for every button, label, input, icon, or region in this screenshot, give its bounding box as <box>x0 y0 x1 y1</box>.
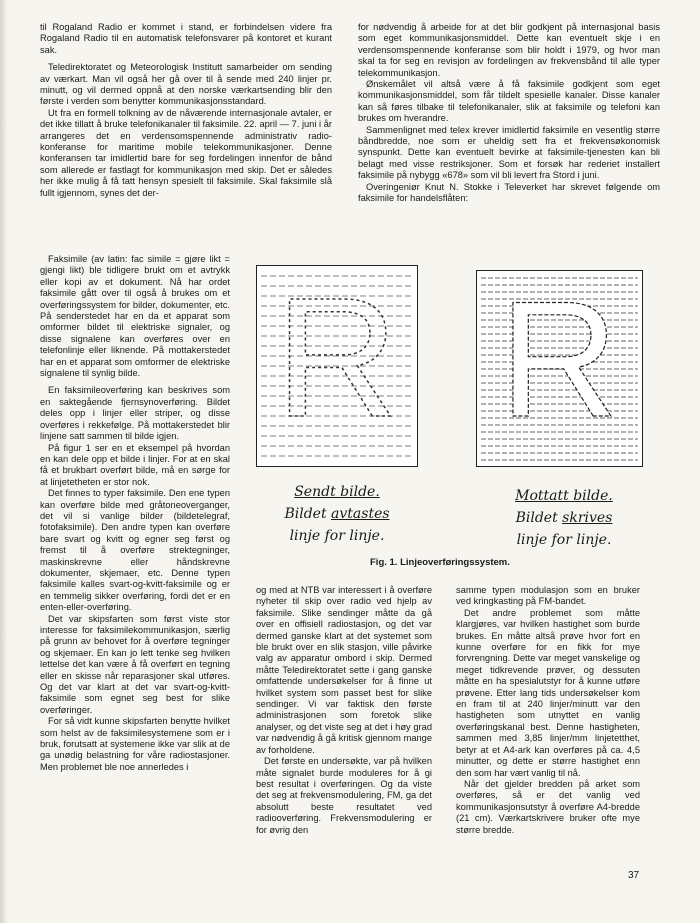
page-number: 37 <box>628 870 640 881</box>
top-left-column <box>40 22 332 199</box>
paragraph: Det var skipsfarten som først viste stor interesse for faksimilekommunikasjon, særlig på grunn av behovet for å overføre tegninger og skjemaer. En kan jo lett tenke seg hvilken lettelse det kan være å få overført en tegning eller en skisse når reparasjoner skal utføres. Og det var klart at det var svart-og-kvitt-faksimile som egnet seg best for slike overføringer. <box>40 613 230 715</box>
letter-r-lined: R <box>499 271 619 451</box>
hand-line: linje for linje. <box>516 532 612 548</box>
paragraph: Når det gjelder bredden på arket som overføres, så er det vanlig ved kommunikasjonsutstyr å overføre A4-bredde (21 cm). Værkartskrivere bruker ofte mye større bredde. <box>456 778 640 835</box>
paragraph: Det finnes to typer faksimile. Den ene typen kan overføre bilde med gråtoneoverganger, det vil si vanlige bilder (bildetelegraf, fotofaksimile). Den andre typen kan overføre bare svart og kvitt og egner seg først og fremst til å overføre strektegninger, maskinskrevne eller håndskrevne dokumenter, skjemaer, etc. Denne typen faksimile kalles svart-og-kvitt-faksimile og er en temmelig sikker overføring, fordi det er en enten-eller-overføring. <box>40 488 230 613</box>
top-right-column <box>358 22 660 205</box>
page-binding-shadow <box>0 0 8 923</box>
paragraph: og med at NTB var interessert i å overføre nyheter til skip over radio ved hjelp av faksimile. Slike sendinger måtte da gå over en offisiell radiostasjon, og det var dermed ganske klart at det systemet som ble brukt over en slik stasjon, ville påvirke valg av apparatur ombord i skip. Dermed måtte Teledirektoratet sette i gang ganske omfattende undersøkelser for å finne ut hvilket system som passet best for slike sendinger. Vi var faktisk den første administrasjonen som foretok slike analyser, og det viste seg at det i høy grad var nødvendig å gå kritisk gjennom mange av forholdene. <box>256 585 432 755</box>
figure-sent-image <box>256 265 418 467</box>
paragraph: Teledirektoratet og Meteorologisk Institutt samarbeider om sending av værkart. Man vil også her gå over til å sende med 240 linjer pr. minutt, og vil dermed oppnå at den norske værkartsending blir den første i verden som benytter kommunikasjonsstandard. <box>40 62 332 107</box>
paragraph: Faksimile (av latin: fac simile = gjøre likt = gjengi likt) ble tidligere brukt om et avtrykk eller kopi av et dokument. Nå har ordet faksimile gått over til også å brukes om et overføringssystem for bilder, dokumenter, etc. På senderstedet har en da et apparat som omformer bildet til elektriske signaler, og disse signalene kan overføres over en telefonlinje eller liknende. På mottakerstedet har en et apparat som omformer de elektriske signalene til synlig bilde. <box>40 254 230 379</box>
paragraph: Sammenlignet med telex krever imidlertid faksimile en vesentlig større båndbredde, noe som er uheldig sett fra et frekvensøkonomisk synspunkt. Dette kan eventuelt bevirke at faksimile-tjenesten kan bli belagt med visse restriksjoner. Som et forsøk har rederiet installert faksimile på nybygg «678» som vil bli levert fra Stord i juni. <box>358 124 660 181</box>
figure-received-image <box>476 270 643 467</box>
sidebar-column <box>40 254 230 773</box>
paragraph: En faksimileoverføring kan beskrives som en saktegående fjernsynoverføring. Bildet deles opp i linjer eller striper, og disse overføres i rekkefølge. På mottakerstedet blir linjene satt sammen til bilde igjen. <box>40 385 230 442</box>
paragraph: På figur 1 ser en et eksempel på hvordan en kan dele opp et bilde i linjer. For at en skal få et brukbart overført bilde, må en sørge for at linjetetheten er stor nok. <box>40 442 230 487</box>
hand-line: Bildet skrives <box>515 510 613 526</box>
paragraph: Det andre problemet som måtte klargjøres, var hvilken hastighet som burde brukes. En måtte altså prøve hvor fort en kunne overføre for en fikk for mye forvrengning. Dette var meget vanskelige og meget tidkrevende prøver, og dessuten måtte en ha spesialutstyr for å kunne utføre prøvene. Etter lang tids undersøkelser kom en fram til at 240 linjer/minutt var den hastigheten som utnyttet en vanlig overføringskanal best. Denne hastigheten, sammen med 3,85 linjer/mm linjetetthet, betyr at et A4-ark kan overføres på ca. 4,5 minutter, og dette er større hastighet enn den som har vært vanlig til nå. <box>456 607 640 778</box>
hand-line: linje for linje. <box>289 528 385 544</box>
paragraph: Det første en undersøkte, var på hvilken måte signalet burde moduleres for å gi best resultat i overføringen. Og da viste det seg at frekvensmodulering, FM, ga det absolutt beste resultatet ved radiooverføring. Frekvensmodulering er for øvrig den <box>256 756 432 835</box>
figure-caption: Fig. 1. Linjeoverføringssystem. <box>370 557 510 568</box>
hand-title: Mottatt bilde. <box>515 488 613 504</box>
hand-label-left <box>262 481 412 547</box>
paragraph: for nødvendig å arbeide for at det blir godkjent på internasjonal basis som eget kommunikasjonsmiddel. Dette kan eventuelt skje i en verdensomspennende konferanse som blir holdt i 1979, og hvor man skal ta for seg en revisjon av fordelingen av frekvensbånd til alle typer telekommunikasjon. <box>358 22 660 78</box>
paragraph: til Rogaland Radio er kommet i stand, er forbindelsen videre fra Rogaland Radio til en automatisk telefonsvarer på kontoret et kurant sak. <box>40 22 332 55</box>
paragraph: For så vidt kunne skipsfarten benytte hvilket som helst av de faksimilesystemene som er i bruk, forutsatt at systemene ikke var slik at de ga unødig belastning for våre radiostasjoner. Men problemet ble noe annerledes i <box>40 716 230 772</box>
paragraph: Ut fra en formell tolkning av de nåværende internasjonale avtaler, er det ikke tillatt å bruke telefonikanaler til faksimile. 22. april — 7. juni i år arrangeres det en verdensomspennende administrativ radio-konferanse for maritime mobile telekommunikasjoner. Denne konferansen tar imidlertid bare for seg fordelingen innenfor de bånd som allerede er fastlagt for kommunikasjon med skip. Det er således her ikke mulig å få tatt hensyn spesielt til faksimile. Skal faksimile slå fullt igjennom, synes det der- <box>40 107 332 198</box>
paragraph: Ønskemålet vil altså være å få faksimile godkjent som eget kommunikasjonsmiddel, som får tildelt spesielle kanaler. Disse kanaler kan så føres tilbake til telefonikanaler, slik at faksimile og telefoni kan brukes om hverandre. <box>358 79 660 124</box>
middle-column <box>256 585 432 836</box>
hand-label-right <box>484 485 644 551</box>
scanlines-right <box>477 271 642 466</box>
letter-r-outline: R <box>275 266 399 453</box>
scanlines-left <box>257 266 417 466</box>
right-column <box>456 585 640 836</box>
hand-line: Bildet avtastes <box>284 506 390 522</box>
hand-title: Sendt bilde. <box>294 484 380 500</box>
paragraph: Overingeniør Knut N. Stokke i Televerket har skrevet følgende om faksimile for handelsflåten: <box>358 181 660 204</box>
paragraph: samme typen modulasjon som en bruker ved kringkasting på FM-bandet. <box>456 585 640 607</box>
